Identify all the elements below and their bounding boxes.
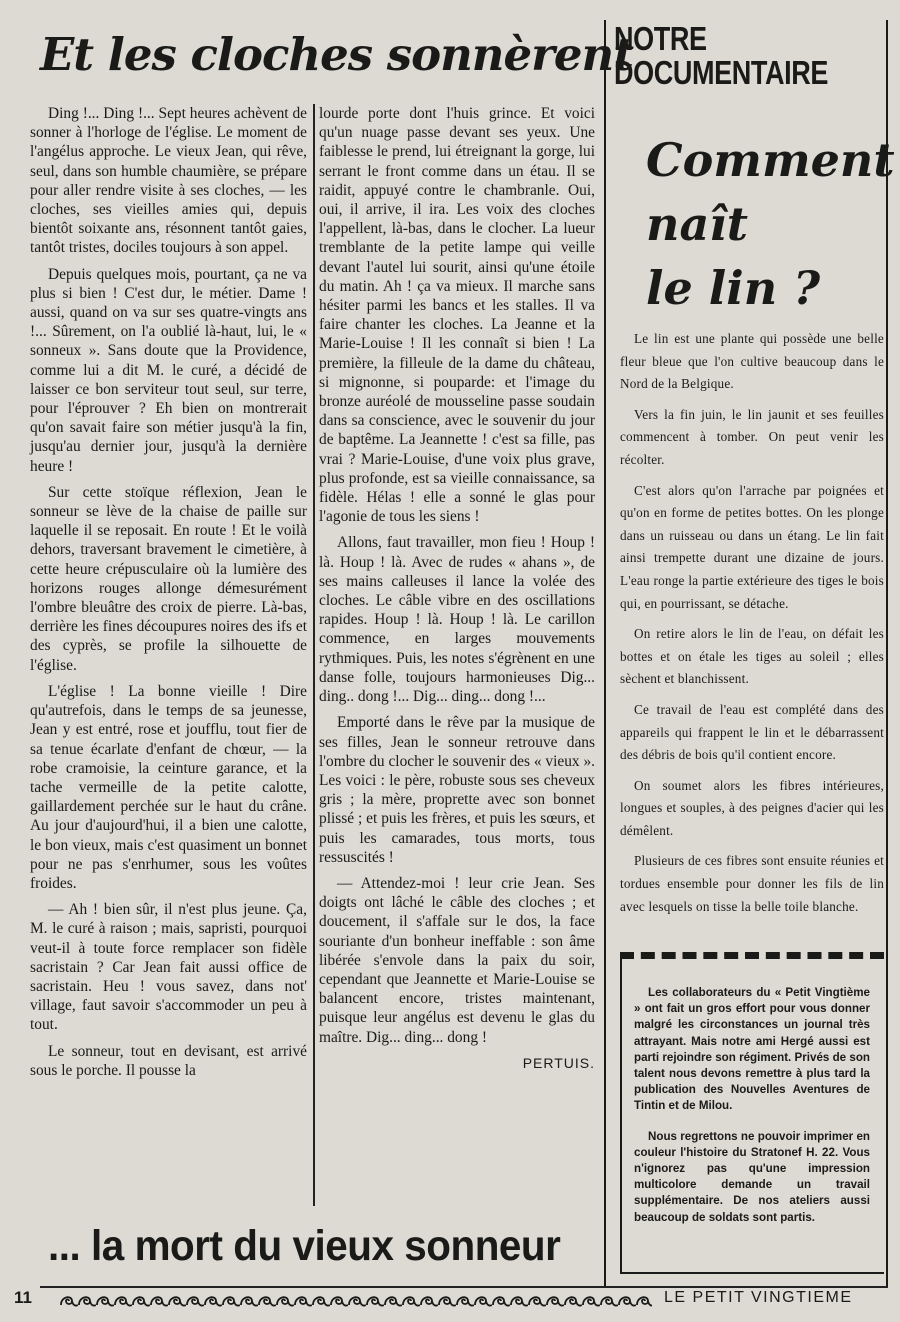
notice-paragraph: Les collaborateurs du « Petit Vingtième » ont fait un gros effort pour vous donner malgré les circonstances un journal très attrayant. Mais notre ami Hergé aussi est parti rejoindre son régiment. Privés de son talent nous devons remettre à plus tard la publication des Nouvelles Aventures de Tintin et de Milou. (634, 986, 870, 1113)
story-paragraph: lourde porte dont l'huis grince. Et voici qu'un nuage passe devant ses yeux. Une faiblesse le prend, lui étreignant la gorge, lui serrant le front comme dans un étau. Il se raidit, appuyé contre le chambranle. Oui, oui, il arrive, il ira. Les voix des cloches l'appellent, là-bas, dans le clocher. La lueur tremblante de la petite lampe qui veille devant l'autel lui sourit, ainsi qu'une étoile du matin. Ah ! ça va mieux. Il marche sans hésiter parmi les bancs et les stalles. Il va faire chanter les cloches. La Jeanne et la Marie-Louise ! Il les connaît si bien ! La première, la filleule de la dame du château, si mignonne, si pouparde: et l'image du bronze auréolé de mousseline passe soudain dans sa conscience, avec le souvenir du jour de baptême. La Jeannette ! c'est sa fille, pas vrai ? Marie-Louise, d'une voix plus grave, plus profonde, est sa vieille connaissance, sa fidèle. Hélas ! elle a sonné le glas pour l'agonie de tous les siens ! (319, 105, 595, 526)
sidebar-paragraph: Le lin est une plante qui possède une belle fleur bleue que l'on cultive beaucoup dans le Nord de la Belgique. (620, 331, 884, 392)
sidebar-title-line: le lin ? (646, 261, 821, 315)
story-headline: Et les cloches sonnèrent (40, 28, 633, 81)
story-paragraph: Ding !... Ding !... Sept heures achèvent de sonner à l'horloge de l'église. Le moment de l'angélus approche. Le vieux Jean, qui rêve, seul, dans son humble chaumière, se prépare pour aller rendre visite à ses cloches, — les cloches, ses vieilles amies qui, depuis bientôt soixante ans, résonnent tantôt gaies, tantôt tristes, dociles toujours à son appel. (30, 105, 307, 257)
sidebar-heading (614, 22, 835, 90)
sidebar-paragraph: Plusieurs de ces fibres sont ensuite réunies et tordues ensemble pour donner les fils de lin avec lesquels on tisse la belle toile blanche. (620, 853, 884, 914)
story-paragraph: Depuis quelques mois, pourtant, ça ne va plus si bien ! C'est dur, le métier. Dame ! aussi, quand on va sur ses quatre-vingts ans !... Sûrement, on l'a oublié là-haut, lui, le « sonneux ». Sans doute que la Providence, comme lui a dit M. le curé, a décidé de laisser ce bon serviteur tout seul, sur terre, pour l'éprouver ? Eh bien on montrerait qu'on savait faire son métier jusqu'à la fin, jusqu'au dernier jour, jusqu'à la dernière heure ! (30, 265, 307, 475)
sidebar-heading-line: DOCUMENTAIRE (614, 54, 829, 91)
sidebar-paragraph: C'est alors qu'on l'arrache par poignées et qu'on en forme de petites bottes. On les plonge dans un ruisseau ou dans un étang. Le lin fait ainsi trempette durant une dizaine de jours. L'eau ronge la partie extérieure des tiges le bois qui, en pourrissant, se détache. (620, 482, 884, 611)
sidebar-title (624, 128, 895, 320)
author-signature: PERTUIS. (522, 1054, 595, 1071)
sidebar-paragraph: On retire alors le lin de l'eau, on défait les bottes et on étale les tiges au soleil ; elles sèchent et blanchissent. (620, 626, 884, 687)
page-number: 11 (14, 1288, 32, 1307)
sidebar-paragraph: On soumet alors les fibres intérieures, longues et souples, à des peignes d'acier qui les démêlent. (620, 777, 884, 838)
story-paragraph: Allons, faut travailler, mon fieu ! Houp ! là. Houp ! là. Avec de rudes « ahans », de ses mains calleuses il lance la volée des cloches. Le câble vibre en des oscillations rapides. Houp ! là. Houp ! là. Le carillon commence, en larges mouvements rythmiques. Puis, les notes s'égrènent en une danse folle, toujours harmonieuses Dig... ding.. dong !... Dig... ding... dong !... (319, 534, 595, 706)
story-column-2 (319, 104, 595, 1204)
notice-text (634, 985, 870, 1240)
footer-divider (40, 1286, 888, 1288)
sidebar-heading-line: NOTRE (614, 20, 707, 57)
story-paragraph: Sur cette stoïque réflexion, Jean le sonneur se lève de la chaise de paille sur laquelle il se reposait. En route ! Et le voilà dehors, traversant bravement le cimetière, à cette heure crépusculaire où la lumière des horizons rouges allonge démesurément l'ombre bleuâtre des croix de pierre. Là-bas, derrière les fines découpures noires des ifs et des cyprès, se profile la silhouette de l'église. (30, 483, 307, 674)
story-paragraph: Le sonneur, tout en devisant, est arrivé sous le porche. Il pousse la (30, 1042, 307, 1079)
story-paragraph: L'église ! La bonne vieille ! Dire qu'autrefois, dans le temps de sa jeunesse, Jean y est entré, rose et joufflu, tout fier de sa tenue écarlate d'enfant de chœur, — la robe cramoisie, la ceinture garance, et la tache vermeille de la petite calotte, gaillardement perchée sur le haut du crâne. Au jour d'aujourd'hui, il a bien une calotte, le bon vieux, mais c'est quasiment un bonnet pour ne pas s'enrhumer, sous les voûtes froides. (30, 682, 307, 892)
sidebar-title-line: Comment (646, 133, 895, 187)
story-paragraph: — Ah ! bien sûr, il n'est plus jeune. Ça, M. le curé à raison ; mais, sapristi, pourquoi veut-il à toute force remplacer son fidèle sacristain ? Car Jean fait aussi office de sacristain. Heu ! vous savez, dans not' village, faut savoir s'accommoder un peu à tout. (30, 901, 307, 1034)
story-paragraph: Emporté dans le rêve par la musique de ses filles, Jean le sonneur retrouve dans l'ombre du clocher le souvenir des « vieux ». Les voici : le père, robuste sous ses cheveux gris ; la mère, proprette avec son bonnet plissé ; et puis les frères, et puis les sœurs, et puis les camarades, tous morts, tous ressuscités ! (319, 714, 595, 866)
sidebar-title-line: naît (646, 197, 748, 251)
notice-paragraph: Nous regrettons ne pouvoir imprimer en couleur l'histoire du Stratonef H. 22. Vous n'ignorez pas qu'une impression multicolore demande un travail supplémentaire. De nos ateliers aussi beaucoup de soldats sont partis. (634, 1129, 870, 1224)
column-divider (313, 104, 315, 1206)
sidebar-paragraph: Vers la fin juin, le lin jaunit et ses feuilles commencent à tomber. On peut venir les récolter. (620, 406, 884, 467)
sidebar-paragraph: Ce travail de l'eau est complété dans des appareils qui frappent le lin et le débarrassent des débris de bois qu'il contient encore. (620, 701, 884, 763)
publication-name: LE PETIT VINGTIEME (664, 1289, 853, 1306)
sidebar-article (620, 328, 884, 926)
story-column-1 (30, 104, 307, 1204)
wave-scroll-ornament-icon (60, 1292, 652, 1310)
story-subheadline: ... la mort du vieux sonneur (48, 1222, 561, 1270)
story-paragraph: — Attendez-moi ! leur crie Jean. Ses doigts ont lâché le câble des cloches ; et doucement, il s'affale sur le dos, la face souriante d'un bonheur ineffable : son âme libérée s'envole dans la paix du soir, cependant que Jeannette et Marie-Louise se balancent encore, tristes maintenant, puisque leur angélus est devenu le glas du maître. Dig... ding... dong ! (319, 874, 595, 1046)
